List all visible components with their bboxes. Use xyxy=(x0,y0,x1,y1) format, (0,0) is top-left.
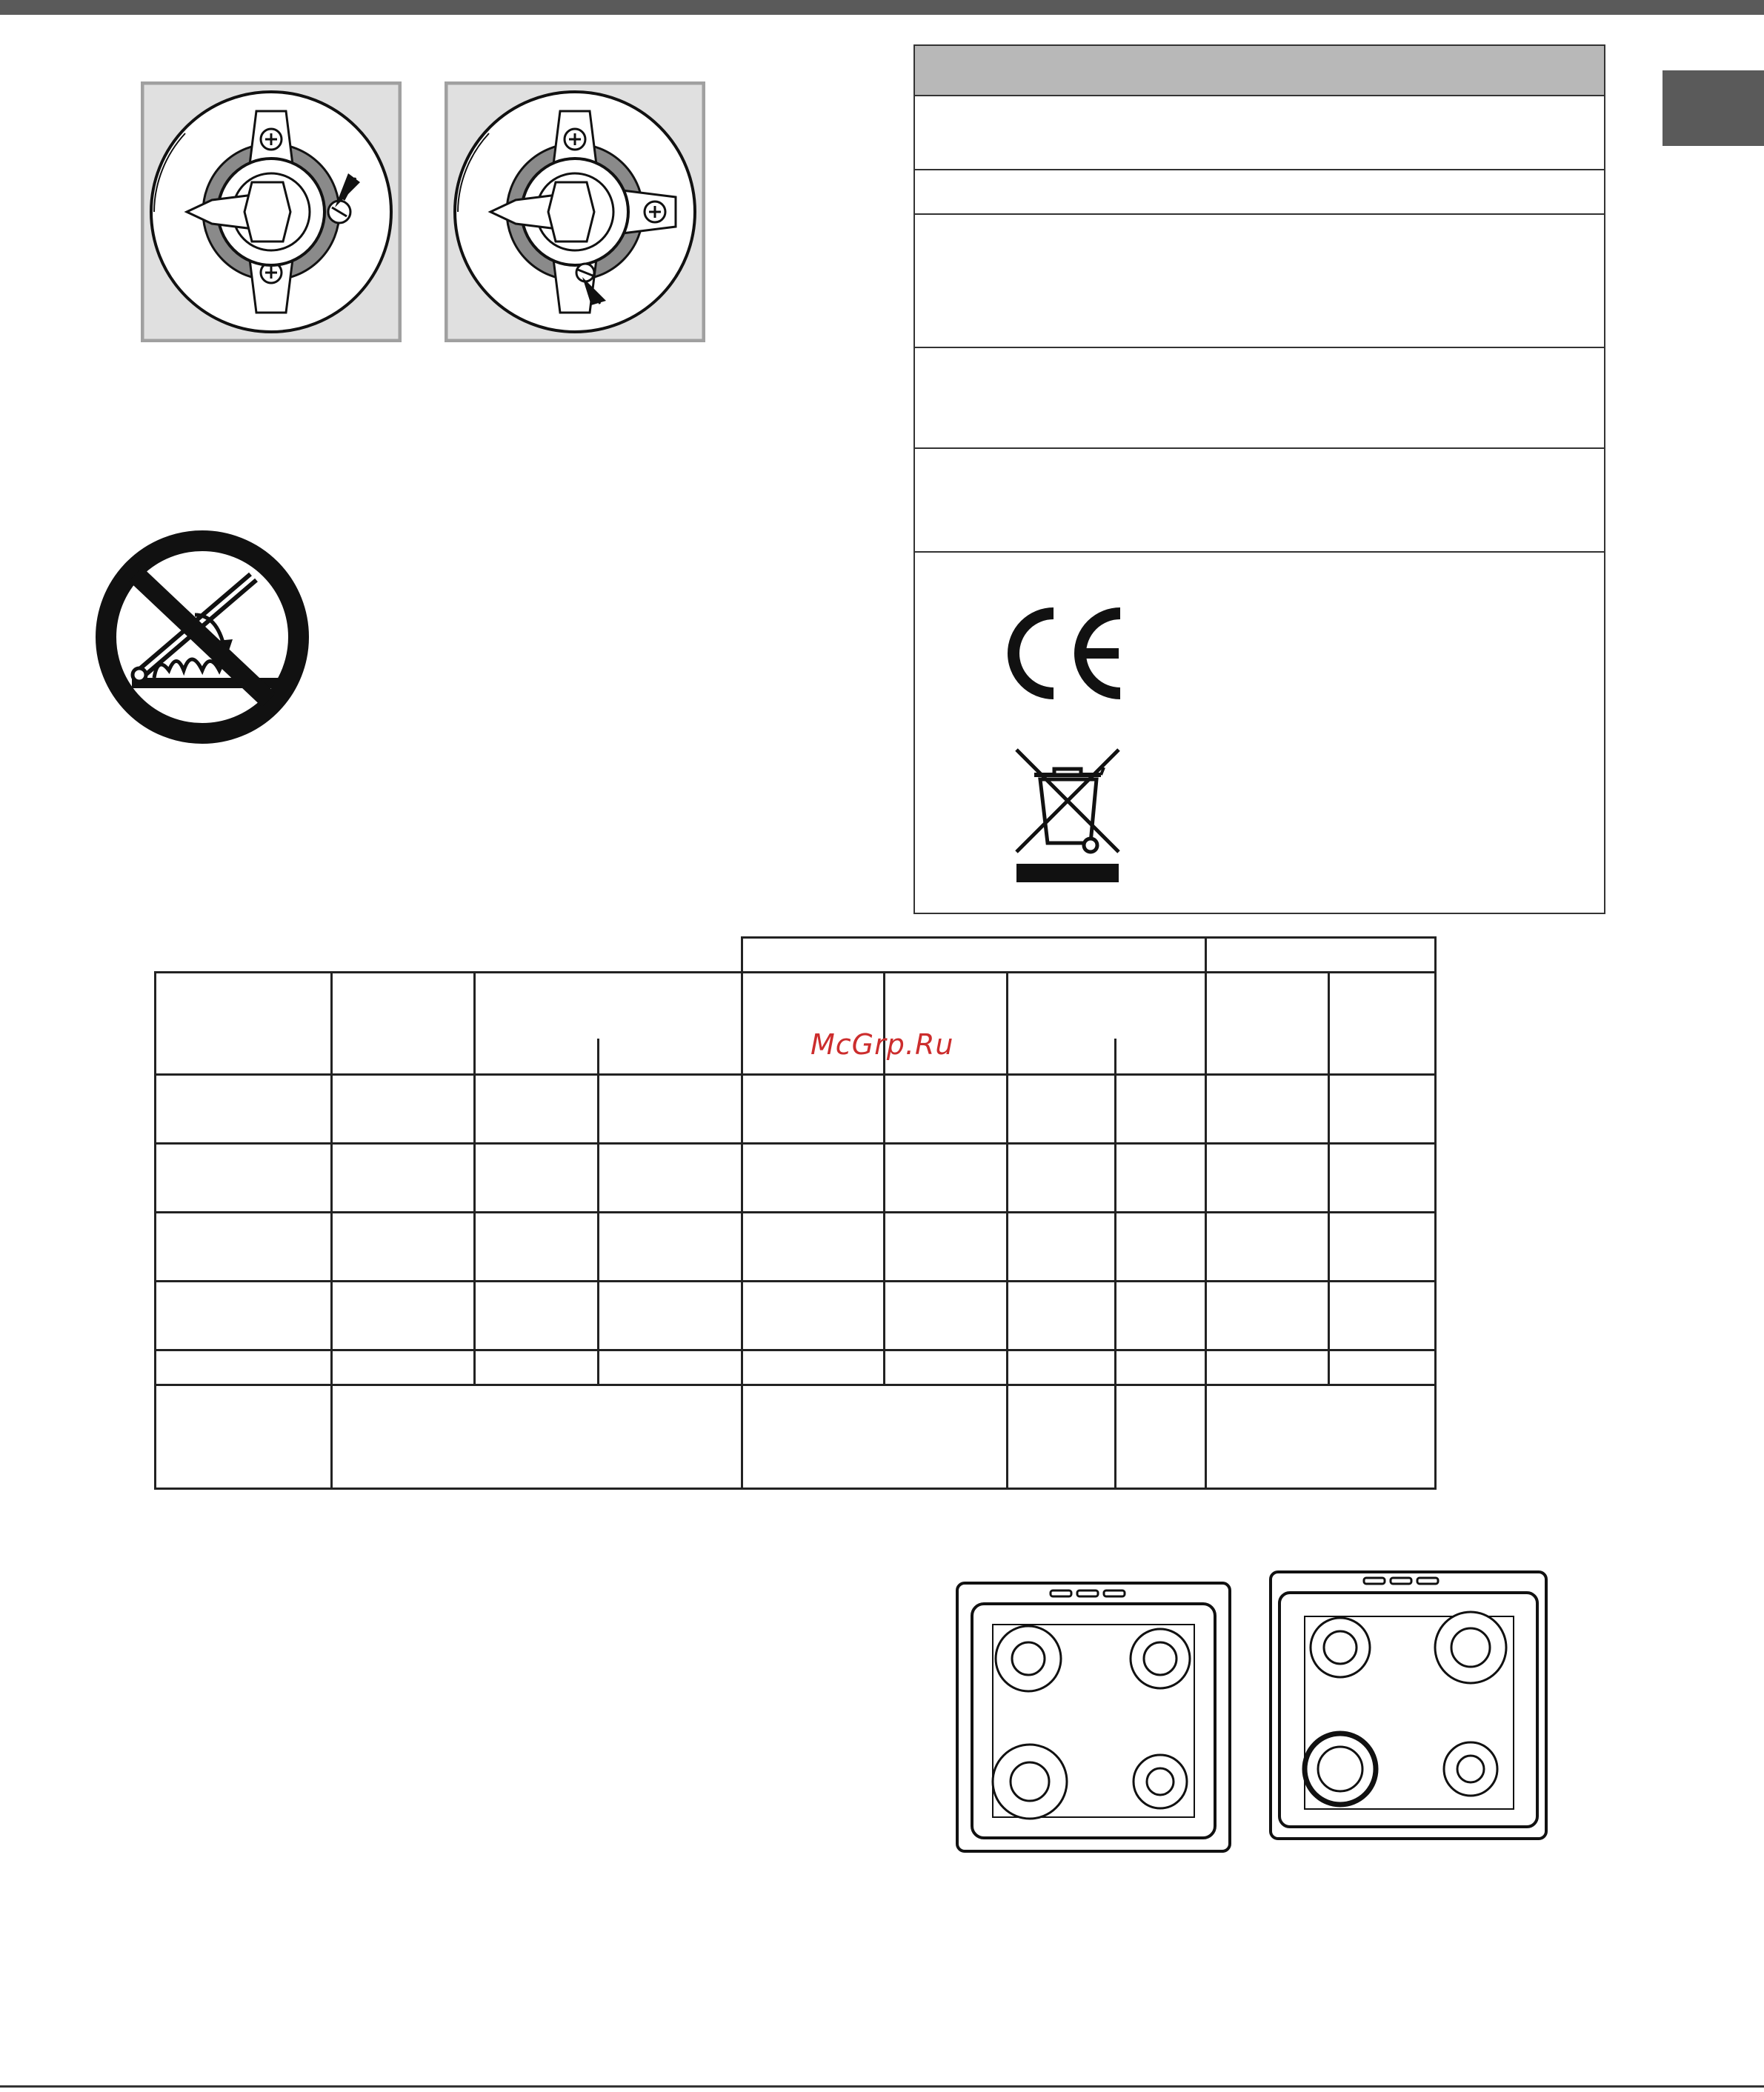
gas-hob-top-view-icon xyxy=(1269,1570,1548,1840)
table-rule xyxy=(1006,971,1008,1490)
table-rule xyxy=(154,1211,1437,1213)
gas-valve-adjustment-icon xyxy=(445,81,705,342)
table-rule xyxy=(741,936,1437,939)
info-row-divider xyxy=(915,551,1604,553)
bottom-rule xyxy=(0,2085,1764,2088)
table-rule xyxy=(1434,936,1437,1490)
crossed-wheelie-bin-icon xyxy=(1014,747,1122,882)
spec-table xyxy=(154,936,1437,1490)
table-rule xyxy=(473,971,476,1386)
gas-valve-adjustment-icon xyxy=(141,81,402,342)
table-rule xyxy=(741,936,743,1490)
table-rule xyxy=(1205,936,1207,1490)
table-rule xyxy=(154,1384,1437,1386)
watermark: McGrp.Ru xyxy=(811,1028,954,1061)
table-rule xyxy=(154,1142,1437,1145)
info-row-divider xyxy=(915,447,1604,449)
table-rule xyxy=(154,1349,1437,1351)
table-rule xyxy=(1114,1039,1116,1490)
no-flame-contact-sign-icon xyxy=(95,530,310,744)
table-rule xyxy=(1328,971,1330,1386)
table-rule xyxy=(154,1488,1437,1490)
info-row-divider xyxy=(915,169,1604,170)
table-rule xyxy=(154,1073,1437,1076)
top-band xyxy=(0,0,1764,15)
table-rule xyxy=(330,971,333,1490)
table-rule xyxy=(154,971,1437,973)
info-box-header xyxy=(915,46,1604,96)
gas-hob-top-view-icon xyxy=(956,1582,1231,1853)
table-rule xyxy=(154,1280,1437,1282)
info-row-divider xyxy=(915,347,1604,348)
info-row-divider xyxy=(915,213,1604,215)
section-tab xyxy=(1663,70,1764,146)
ce-mark-icon xyxy=(1002,606,1131,701)
table-rule xyxy=(154,971,156,1490)
table-rule xyxy=(597,1039,599,1386)
